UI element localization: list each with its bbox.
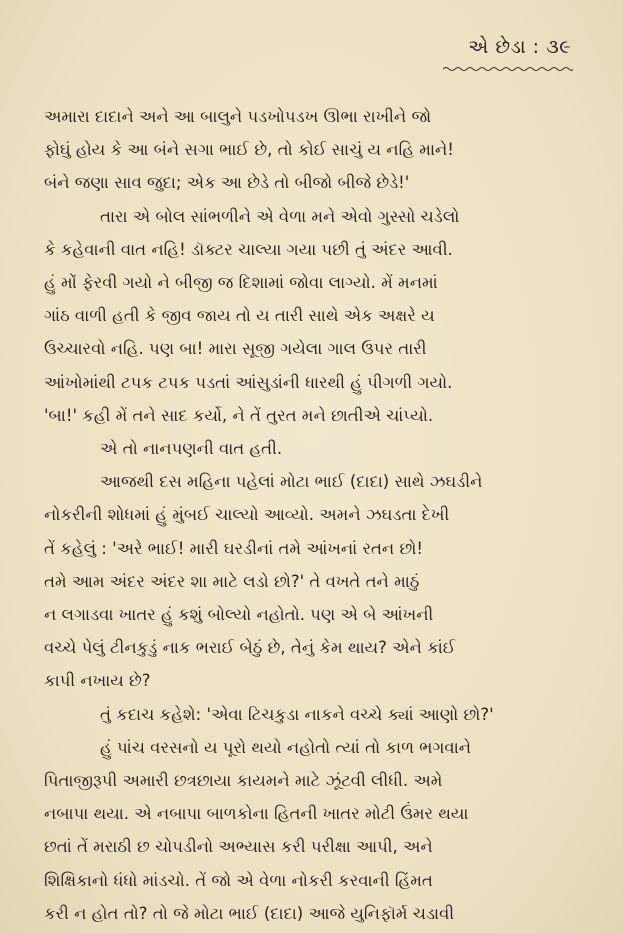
text-line: તમે આમ અંદર અંદર શા માટે લડો છો?' તે વખતે તને માઠું xyxy=(44,571,420,591)
text-line: શિક્ષિકાનો ધંધો માંડચો. તેં જો એ વેળા નોકરી કરવાની હિંમત xyxy=(44,870,433,890)
text-line: બંને જણા સાવ જુદા; એક આ છેડે તો બીજો બીજે છેડે!' xyxy=(44,173,410,193)
text-line: કે કહેવાની વાત નહિ! ડૉક્ટર ચાલ્યા ગયા પછી તું અંદર આવી. xyxy=(44,239,453,259)
text-line: અમારા દાદાને અને આ બાલુને પડખોપડખ ઊભા રાખીને જો xyxy=(44,107,432,126)
running-head: એ છેડા : ૩૯ xyxy=(468,36,571,58)
text-line: આંખોમાંથી ટપક ટપક પડતાં આંસુડાંની ધારથી હું પીગળી ગયો. xyxy=(44,372,453,392)
text-line: ઉચ્ચારવો નહિ. પણ બા! મારા સૂજી ગયેલા ગાલ ઉપર તારી xyxy=(44,339,427,359)
text-line: કાપી નખાય છે? xyxy=(44,671,151,691)
body-text xyxy=(44,100,580,930)
text-line: તારા એ બોલ સાંભળીને એ વેળા મને એવો ગુસ્સો ચડેલો xyxy=(100,206,460,226)
text-line: હું મોં ફેરવી ગયો ને બીજી જ દિશામાં જોવા લાગ્યો. મેં મનમાં xyxy=(44,273,438,293)
text-line: તેં કહેલું : 'અરે ભાઈ! મારી ઘરડીનાં તમે આંખનાં રતન છો! xyxy=(44,538,423,558)
header-wavy-rule xyxy=(443,66,573,72)
text-line: વચ્ચે પેલું ટીનકુડું નાક ભરાઈ બેઠું છે, તેનું કેમ થાય? એને કાંઈ xyxy=(44,638,456,658)
text-line: ગાંઠ વાળી હતી કે જીવ જાય તો ય તારી સાથે એક અક્ષરે ય xyxy=(44,306,435,326)
text-line: હું પાંચ વરસનો ય પૂરો થયો નહોતો ત્યાં તો કાળ ભગવાને xyxy=(100,737,472,757)
text-line: તું કદાચ કહેશે: 'એવા ટિચકુડા નાકને વચ્ચે ક્યાં આણો છો?' xyxy=(100,704,494,724)
text-line: છતાં તેં મરાઠી છ ચોપડીનો અભ્યાસ કરી પરીક્ષા આપી, અને xyxy=(44,837,433,857)
text-line: એ તો નાનપણની વાત હતી. xyxy=(100,439,283,459)
text-line: નોકરીની શોધમાં હું મુંબઈ ચાલ્યો આવ્યો. અમને ઝઘડતા દેખી xyxy=(44,505,450,525)
text-line: નબાપા થયા. એ નબાપા બાળકોના હિતની ખાતર મોટી ઉંમર થયા xyxy=(44,804,469,824)
text-line: ન લગાડવા ખાતર હું કશું બોલ્યો નહોતો. પણ એ બે આંખની xyxy=(44,605,434,625)
text-line: પિતાજીરૂપી અમારી છત્રછાયા કાયમને માટે ઝૂંટવી લીધી. અમે xyxy=(44,771,443,791)
text-line: 'બા!' કહી મેં તને સાદ કર્યો, ને તેં તુરત મને છાતીએ ચાંપ્યો. xyxy=(44,405,434,425)
text-line: આજથી દસ મહિના પહેલાં મોટા ભાઈ (દાદા) સાથે ઝઘડીને xyxy=(100,472,483,492)
text-line: કરી ન હોત તો? તો જે મોટા ભાઈ (દાદા) આજે યુનિફૉર્મ ચડાવી xyxy=(44,903,455,923)
text-line: ફોઘું હોય કે આ બંને સગા ભાઈ છે, તો કોઈ સાચું ય નહિ માને! xyxy=(44,140,454,160)
